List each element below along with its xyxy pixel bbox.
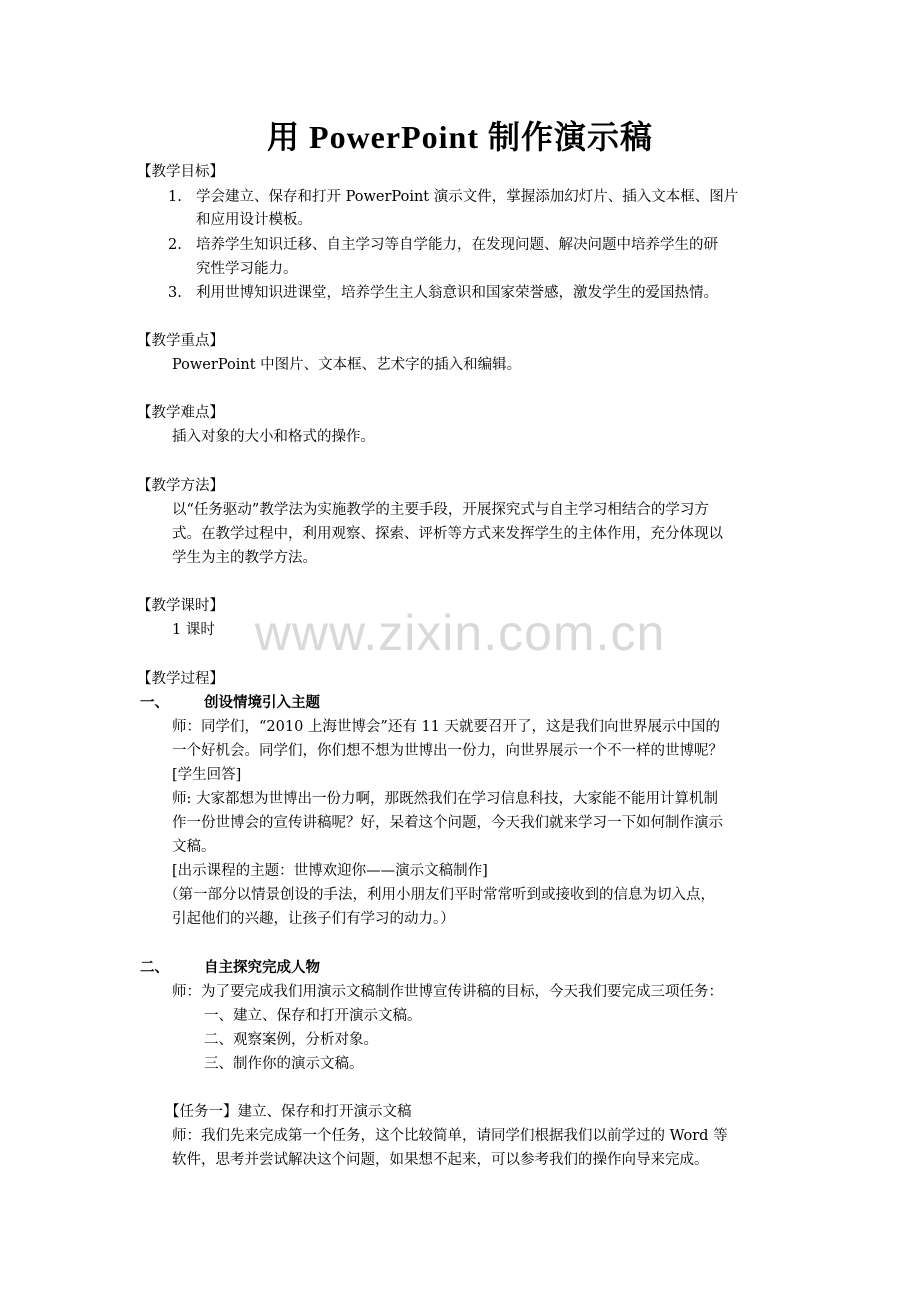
hours-heading: 【教学课时】	[137, 598, 224, 614]
objective-2-number: 2.	[168, 237, 182, 253]
part2-title: 自主探究完成人物	[204, 959, 320, 976]
objective-2-line-1: 培养学生知识迁移、自主学习等自学能力，在发现问题、解决问题中培养学生的研	[196, 237, 718, 253]
task1-heading: 【任务一】建立、保存和打开演示文稿	[165, 1104, 412, 1120]
task1-line-1: 师：我们先来完成第一个任务，这个比较简单，请同学们根据我们以前学过的 Word 等	[172, 1128, 728, 1144]
part1-line-1: 师：同学们，“2010 上海世博会”还有 11 天就要召开了，这是我们向世界展示中国的	[172, 719, 721, 735]
part1-line-3: [学生回答]	[172, 767, 242, 783]
part1-number: 一、	[140, 694, 169, 711]
objectives-heading: 【教学目标】	[137, 164, 224, 180]
part1-line-4: 师: 大家都想为世博出一份力啊，那既然我们在学习信息科技，大家能不能用计算机制	[172, 791, 718, 807]
part2-number: 二、	[140, 959, 169, 976]
part1-line-2: 一个好机会。同学们，你们想不想为世博出一份力，向世界展示一个不一样的世博呢？	[172, 743, 723, 759]
part1-line-7: [出示课程的主题：世博欢迎你——演示文稿制作]	[172, 863, 488, 879]
hours-line-1: 1 课时	[172, 622, 215, 638]
part1-line-6: 文稿。	[172, 839, 216, 855]
part1-line-5: 作一份世博会的宣传讲稿呢？好，呆着这个问题，今天我们就来学习一下如何制作演示	[172, 815, 723, 831]
key-points-heading: 【教学重点】	[137, 333, 224, 349]
methods-line-2: 式。在教学过程中，利用观察、探索、评析等方式来发挥学生的主体作用，充分体现以	[172, 526, 723, 542]
watermark-text: www.zixin.com.cn	[254, 605, 666, 661]
key-points-line-1: PowerPoint 中图片、文本框、艺术字的插入和编辑。	[172, 357, 522, 373]
difficulties-line-1: 插入对象的大小和格式的操作。	[172, 429, 375, 445]
methods-heading: 【教学方法】	[137, 478, 224, 494]
methods-line-1: 以“任务驱动”教学法为实施教学的主要手段，开展探究式与自主学习相结合的学习方	[172, 502, 709, 518]
objective-1-line-2: 和应用设计模板。	[196, 212, 312, 228]
methods-line-3: 学生为主的教学方法。	[172, 550, 317, 566]
part2-task-3: 三、制作你的演示文稿。	[204, 1056, 364, 1072]
part2-task-2: 二、观察案例，分析对象。	[204, 1032, 378, 1048]
objective-1-line-1: 学会建立、保存和打开 PowerPoint 演示文件，掌握添加幻灯片、插入文本框、图片	[196, 189, 739, 205]
part2-task-1: 一、建立、保存和打开演示文稿。	[204, 1008, 422, 1024]
objective-3-line-1: 利用世博知识进课堂，培养学生主人翁意识和国家荣誉感，激发学生的爱国热情。	[196, 285, 718, 301]
part1-line-8: （第一部分以情景创设的手法，利用小朋友们平时常常听到或接收到的信息为切入点，	[164, 887, 715, 903]
objective-3-number: 3.	[168, 285, 182, 301]
process-heading: 【教学过程】	[137, 671, 224, 687]
document-title: 用 PowerPoint 制作演示稿	[267, 119, 653, 155]
task1-line-2: 软件，思考并尝试解决这个问题，如果想不起来，可以参考我们的操作向导来完成。	[172, 1152, 709, 1168]
part2-intro: 师：为了要完成我们用演示文稿制作世博宣传讲稿的目标，今天我们要完成三项任务：	[172, 984, 723, 1000]
part1-title: 创设情境引入主题	[204, 694, 320, 711]
objective-2-line-2: 究性学习能力。	[196, 261, 298, 277]
part1-line-9: 引起他们的兴趣，让孩子们有学习的动力。）	[172, 911, 455, 927]
objective-1-number: 1.	[168, 189, 182, 205]
difficulties-heading: 【教学难点】	[137, 405, 224, 421]
